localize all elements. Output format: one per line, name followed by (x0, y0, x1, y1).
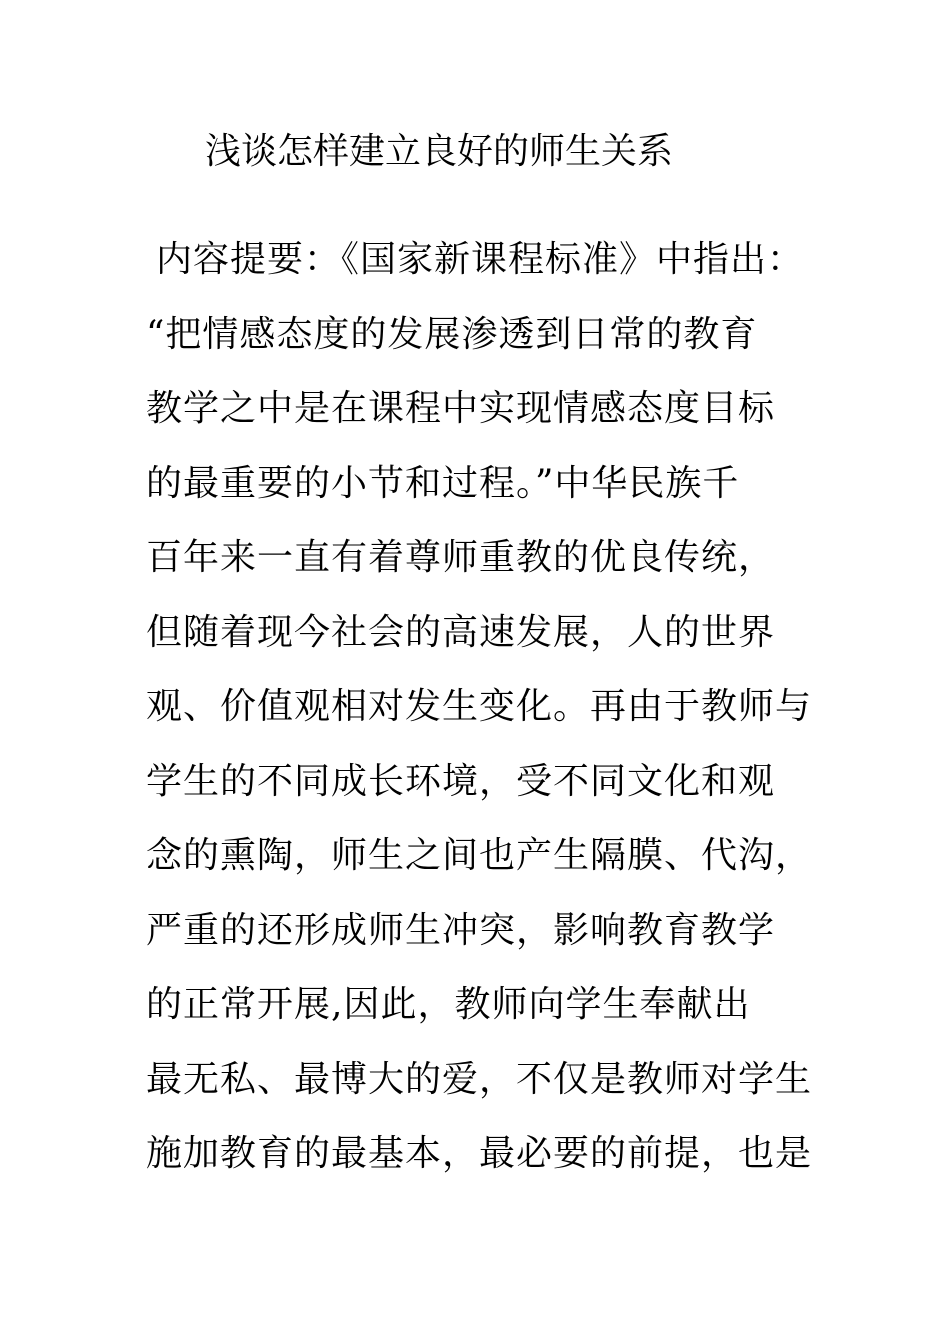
text-line: 内容提要：《国家新课程标准》中指出： (156, 239, 805, 280)
text-line: 但随着现今社会的高速发展，人的世界 (146, 611, 776, 653)
text-line: 的正常开展,因此，教师向学生奉献出 (146, 984, 751, 1025)
text-line: 教学之中是在课程中实现情感态度目标 (146, 388, 776, 429)
text-line: 最无私、最博大的爱，不仅是教师对学生 (146, 1058, 813, 1100)
document-title: 浅谈怎样建立良好的师生关系 (205, 131, 674, 172)
text-line: “把情感态度的发展渗透到日常的教育 (146, 313, 758, 355)
text-line: 念的熏陶，师生之间也产生隔膜、代沟， (146, 835, 813, 876)
document-body (146, 232, 826, 1201)
text-line: 严重的还形成师生冲突，影响教育教学 (146, 909, 776, 951)
text-line: 百年来一直有着尊师重教的优良传统， (146, 537, 776, 578)
text-line: 观、价值观相对发生变化。再由于教师与 (146, 686, 813, 727)
text-line: 学生的不同成长环境，受不同文化和观 (146, 760, 776, 802)
text-line: 的最重要的小节和过程。”中华民族千 (146, 462, 740, 504)
text-line: 施加教育的最基本，最必要的前提，也是 (146, 1133, 813, 1174)
